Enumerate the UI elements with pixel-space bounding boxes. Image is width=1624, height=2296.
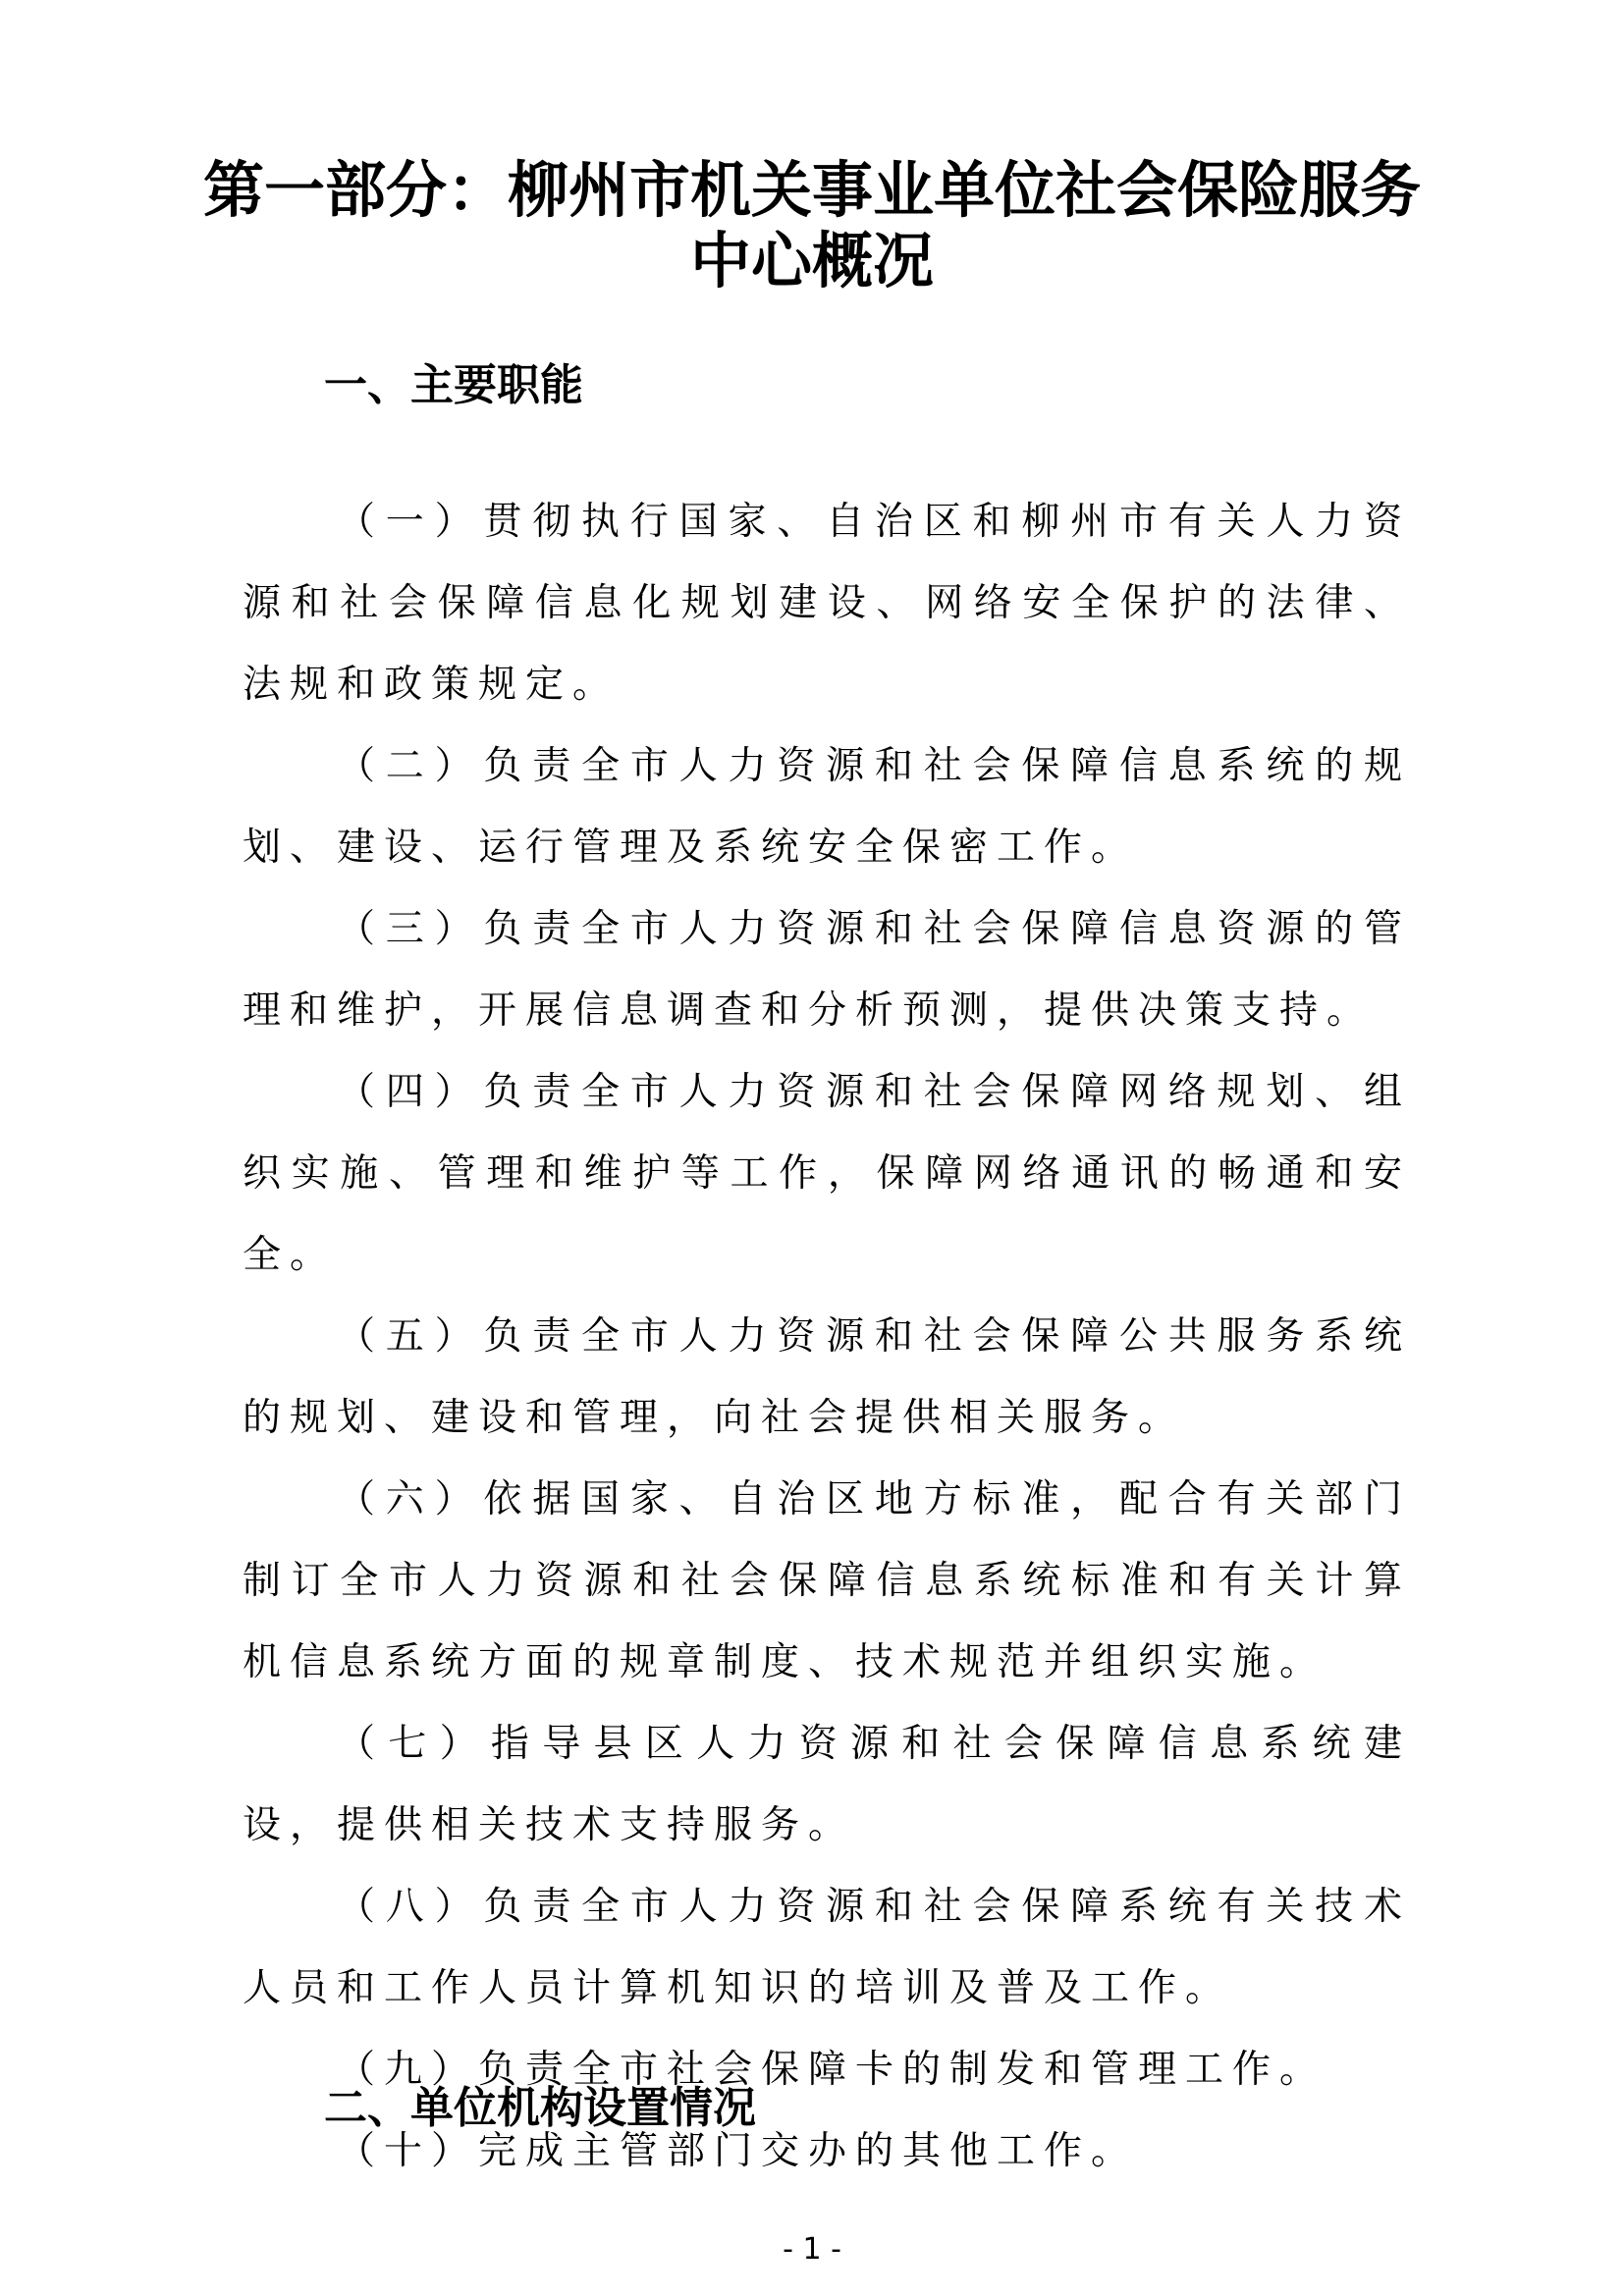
section-heading-organization: 二、单位机构设置情况: [324, 2083, 756, 2133]
function-item: （二）负责全市人力资源和社会保障信息系统的规划、建设、运行管理及系统安全保密工作。: [243, 744, 1411, 870]
function-item: （三）负责全市人力资源和社会保障信息资源的管理和维护，开展信息调查和分析预测，提供决策支持。: [243, 907, 1411, 1033]
function-item: （七）指导县区人力资源和社会保障信息系统建设，提供相关技术支持服务。: [243, 1722, 1411, 1847]
functions-list: [243, 481, 1411, 2192]
function-item: （十）完成主管部门交办的其他工作。: [337, 2129, 1139, 2173]
function-item: （一）贯彻执行国家、自治区和柳州市有关人力资源和社会保障信息化规划建设、网络安全保护的法律、法规和政策规定。: [243, 500, 1411, 707]
function-item: （五）负责全市人力资源和社会保障公共服务系统的规划、建设和管理，向社会提供相关服务。: [243, 1314, 1411, 1440]
document-title: 第一部分：柳州市机关事业单位社会保险服务中心概况: [202, 154, 1421, 296]
function-item: （八）负责全市人力资源和社会保障系统有关技术人员和工作人员计算机知识的培训及普及工作。: [243, 1885, 1411, 2010]
function-item: （四）负责全市人力资源和社会保障网络规划、组织实施、管理和维护等工作，保障网络通讯的畅通和安全。: [243, 1070, 1411, 1277]
function-item: （六）依据国家、自治区地方标准，配合有关部门制订全市人力资源和社会保障信息系统标准和有关计算机信息系统方面的规章制度、技术规范并组织实施。: [243, 1477, 1411, 1684]
section-heading-functions: 一、主要职能: [324, 360, 583, 410]
page-number: - 1 -: [783, 2232, 841, 2267]
function-item: （九）负责全市社会保障卡的制发和管理工作。: [337, 2048, 1327, 2092]
